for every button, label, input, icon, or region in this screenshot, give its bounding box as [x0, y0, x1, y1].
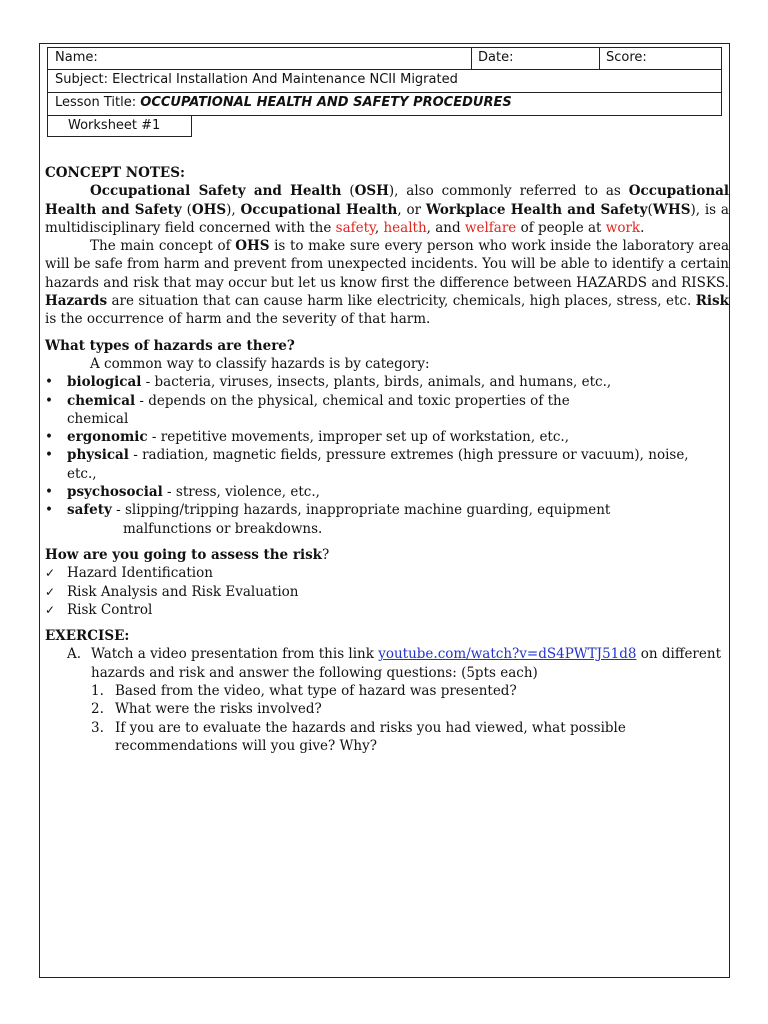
date-label: Date:	[478, 50, 514, 65]
header-row-lesson	[47, 92, 722, 116]
exercise-item-a: A. Watch a video presentation from this link youtube.com/watch?v=dS4PWTJ51d8 on different hazards and risk and answer the following questions: (5pts each) 1. Based from the video, what type of hazard was presented? 2. What were the risks involved? 3. If you are to evaluate the hazards and risks you had viewed, what possible recommendations will you give? Why?	[67, 645, 729, 755]
list-item: • ergonomic - repetitive movements, improper set up of workstation, etc.,	[45, 428, 729, 446]
list-item: • physical - radiation, magnetic fields, pressure extremes (high pressure or vacuum), noise, etc.,	[45, 446, 729, 483]
header-row-subject	[47, 69, 722, 93]
score-label: Score:	[606, 50, 647, 65]
list-item: ✓ Hazard Identification	[45, 564, 729, 582]
question-item: 3. If you are to evaluate the hazards and risks you had viewed, what possible recommendations will you give? Why?	[91, 719, 626, 754]
worksheet-number: Worksheet #1	[68, 118, 161, 133]
worksheet-number-box	[47, 115, 192, 137]
hazards-list	[45, 373, 729, 538]
question-item: 2. What were the risks involved?	[91, 701, 322, 718]
header-row-name	[47, 47, 722, 70]
subject-text: Subject: Electrical Installation And Maintenance NCII Migrated	[55, 72, 458, 87]
assess-heading: How are you going to assess the risk?	[45, 546, 330, 563]
hazards-heading: What types of hazards are there?	[45, 337, 295, 354]
concept-paragraph-1: Occupational Safety and Health (OSH), also commonly referred to as Occupational Health and Safety (OHS), Occupational Health, or Workplace Health and Safety(WHS), is a multidisciplinary field concerned with the safety, health, and welfare of people at work.	[45, 183, 730, 236]
concept-paragraph-2: The main concept of OHS is to make sure every person who work inside the laboratory area will be safe from harm and prevent from unexpected incidents. You will be able to identify a certain hazards and risk that may occur but let us know first the difference between HAZARDS and RISKS. Hazards are situation that can cause harm like electricity, chemicals, high places, stress, etc. Risk is the occurrence of harm and the severity of that harm.	[45, 238, 729, 328]
list-item: • biological - bacteria, viruses, insects, plants, birds, animals, and humans, etc.,	[45, 373, 729, 391]
question-item: 1. Based from the video, what type of hazard was presented?	[91, 683, 517, 700]
lesson-title: OCCUPATIONAL HEALTH AND SAFETY PROCEDURES	[140, 95, 512, 110]
name-label: Name:	[55, 50, 98, 65]
assess-list	[45, 564, 729, 619]
list-item: ✓ Risk Analysis and Risk Evaluation	[45, 583, 729, 601]
exercise-block	[45, 645, 729, 755]
hazards-intro: A common way to classify hazards is by category:	[90, 355, 430, 372]
score-cell	[599, 48, 723, 69]
list-item: • chemical - depends on the physical, chemical and toxic properties of the chemical	[45, 392, 729, 429]
exercise-heading: EXERCISE:	[45, 628, 130, 645]
list-item: ✓ Risk Control	[45, 601, 729, 619]
video-link[interactable]: youtube.com/watch?v=dS4PWTJ51d8	[378, 646, 637, 663]
concept-heading: CONCEPT NOTES:	[45, 165, 185, 181]
list-item: • safety - slipping/tripping hazards, inappropriate machine guarding, equipment malfunctions or breakdowns.	[45, 501, 729, 538]
lesson-label: Lesson Title:	[55, 95, 141, 110]
worksheet-body	[45, 164, 729, 755]
date-cell	[471, 48, 599, 69]
list-item: • psychosocial - stress, violence, etc.,	[45, 483, 729, 501]
